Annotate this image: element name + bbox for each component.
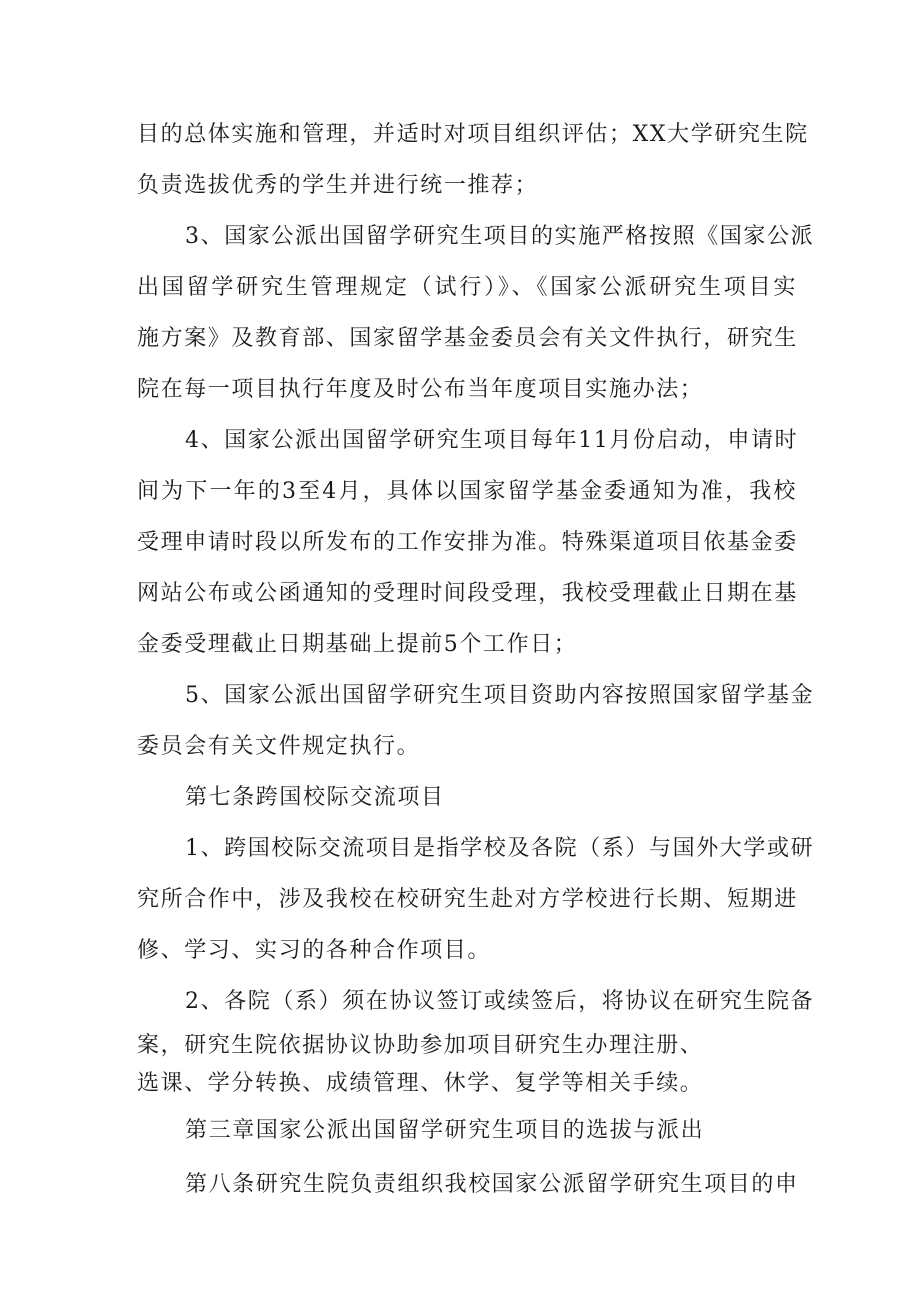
article-heading: 第八条研究生院负责组织我校国家公派留学研究生项目的申 xyxy=(185,1172,799,1197)
paragraph-line: 究所合作中，涉及我校在校研究生赴对方学校进行长期、短期进 xyxy=(137,887,798,912)
paragraph-line: 金委受理截止日期基础上提前5个工作日； xyxy=(137,632,578,657)
paragraph-line: 案，研究生院依据协议协助参加项目研究生办理注册、 xyxy=(137,1033,704,1058)
paragraph-line: 网站公布或公函通知的受理时间段受理，我校受理截止日期在基 xyxy=(137,581,798,606)
paragraph-line: 3、国家公派出国留学研究生项目的实施严格按照《国家公派 xyxy=(185,224,815,249)
paragraph-line: 5、国家公派出国留学研究生项目资助内容按照国家留学基金 xyxy=(185,683,815,708)
paragraph-line: 间为下一年的3至4月，具体以国家留学基金委通知为准，我校 xyxy=(137,479,797,504)
chapter-heading: 第三章国家公派出国留学研究生项目的选拔与派出 xyxy=(185,1118,705,1143)
paragraph-line: 选课、学分转换、成绩管理、休学、复学等相关手续。 xyxy=(137,1071,704,1096)
paragraph-line: 院在每一项目执行年度及时公布当年度项目实施办法； xyxy=(137,377,704,402)
paragraph-line: 负责选拔优秀的学生并进行统一推荐； xyxy=(137,173,539,198)
document-body xyxy=(137,109,815,1210)
paragraph-line: 4、国家公派出国留学研究生项目每年11月份启动，申请时 xyxy=(185,428,799,453)
paragraph-line: 修、学习、实习的各种合作项目。 xyxy=(137,938,492,963)
paragraph-line: 委员会有关文件规定执行。 xyxy=(137,734,421,759)
paragraph-line: 出国留学研究生管理规定（试行）》、《国家公派研究生项目实 xyxy=(137,275,797,300)
paragraph-line: 2、各院（系）须在协议签订或续签后，将协议在研究生院备 xyxy=(185,989,815,1014)
paragraph-line: 1、跨国校际交流项目是指学校及各院（系）与国外大学或研 xyxy=(185,836,815,861)
paragraph-line: 目的总体实施和管理，并适时对项目组织评估；XX大学研究生院 xyxy=(137,122,809,147)
paragraph-line: 施方案》及教育部、国家留学基金委员会有关文件执行，研究生 xyxy=(137,326,798,351)
article-heading: 第七条跨国校际交流项目 xyxy=(185,785,445,810)
paragraph-line: 受理申请时段以所发布的工作安排为准。特殊渠道项目依基金委 xyxy=(137,530,798,555)
